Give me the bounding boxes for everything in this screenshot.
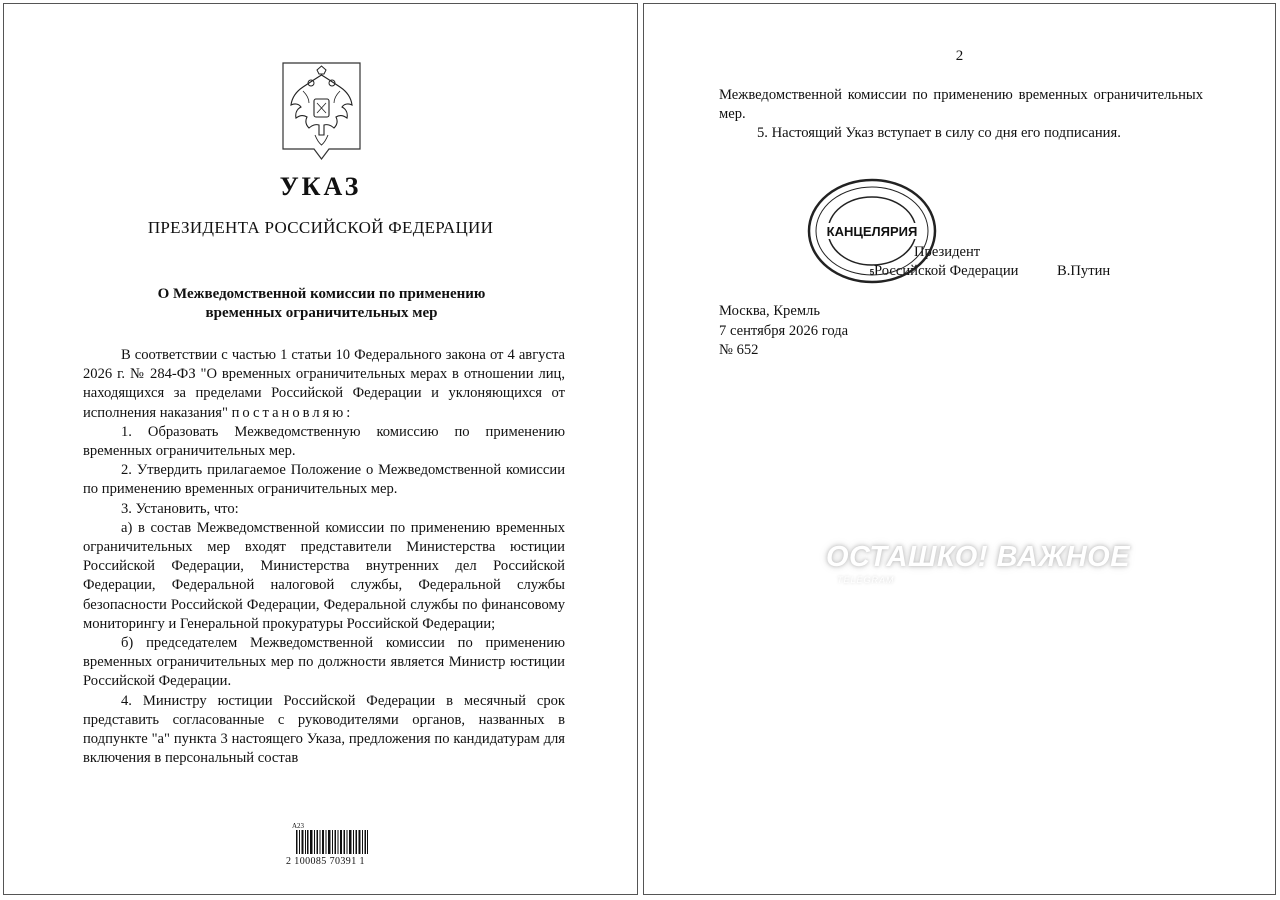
document-subtitle: ПРЕЗИДЕНТА РОССИЙСКОЙ ФЕДЕРАЦИИ <box>147 218 494 237</box>
heading-line-2: временных ограничительных мер <box>205 305 438 321</box>
stamp-label: КАНЦЕЛЯРИЯ <box>826 224 918 239</box>
document-page-2 <box>643 3 1276 895</box>
item-1: 1. Образовать Межведомственную комиссию по применению временных ограничительных мер. <box>83 423 565 460</box>
item-4: 4. Министру юстиции Российской Федерации в месячный срок представить согласованные с руководителями органов, названных в подпункте "а" пункта 3 настоящего Указа, предложения по кандидатурам для включения в персональный состав <box>83 692 565 767</box>
preamble-paragraph <box>83 346 565 423</box>
signature-title-line-1: Президент <box>914 244 981 260</box>
preamble-text: В соответствии с частью 1 статьи 10 Федерального закона от 4 августа 2026 г. № 284-ФЗ "О временных ограничительных мерах в отношении лиц, находящихся за пределами Российской Федерации и уклоняющихся от исполнения наказания" <box>83 347 565 421</box>
item-5: 5. Настоящий Указ вступает в силу со дня его подписания. <box>757 125 1121 142</box>
item-3: 3. Установить, что: <box>121 500 239 517</box>
page-number: 2 <box>955 48 964 64</box>
heading-line-1: О Межведомственной комиссии по применению <box>157 286 486 302</box>
decree-word: постановляю: <box>231 404 354 421</box>
watermark-sub: TELEGRAM <box>837 575 895 585</box>
barcode-icon <box>296 830 368 854</box>
item-3a: а) в состав Межведомственной комиссии по применению временных ограничительных мер входят представители Министерства юстиции Российской Федерации, Министерства внутренних дел Российской Федерации, Федеральной налоговой службы, Федеральной службы безопасности Российской Федерации, Федеральной службы по финансовому мониторингу и Генеральной прокуратуры Российской Федерации; <box>83 519 565 632</box>
watermark: ОСТАШКО! ВАЖНОЕ <box>826 541 1131 573</box>
place: Москва, Кремль <box>719 303 820 319</box>
place-and-date <box>719 302 848 361</box>
document-title: УКАЗ <box>279 172 362 201</box>
office-stamp-icon <box>806 177 938 285</box>
barcode-number: 2 100085 70391 1 <box>286 856 365 867</box>
coat-of-arms-icon <box>279 61 364 161</box>
document-page-1 <box>3 3 638 895</box>
stamp-number: 5 <box>869 268 875 277</box>
signature-name: В.Путин <box>1057 263 1111 279</box>
continuation-text: Межведомственной комиссии по применению временных ограничительных мер. <box>719 87 1203 123</box>
page-2-body <box>719 86 1203 144</box>
decree-number: № 652 <box>719 342 759 358</box>
decree-body <box>83 346 565 768</box>
date: 7 сентября 2026 года <box>719 322 849 339</box>
item-2: 2. Утвердить прилагаемое Положение о Межведомственной комиссии по применению временных ограничительных мер. <box>83 462 565 498</box>
signature-title-line-2: Российской Федерации <box>874 263 1019 279</box>
item-3b: б) председателем Межведомственной комиссии по применению временных ограничительных мер по должности является Министр юстиции Российской Федерации. <box>83 635 565 690</box>
footer-mark: A23 <box>292 822 305 830</box>
decree-heading <box>134 285 509 323</box>
